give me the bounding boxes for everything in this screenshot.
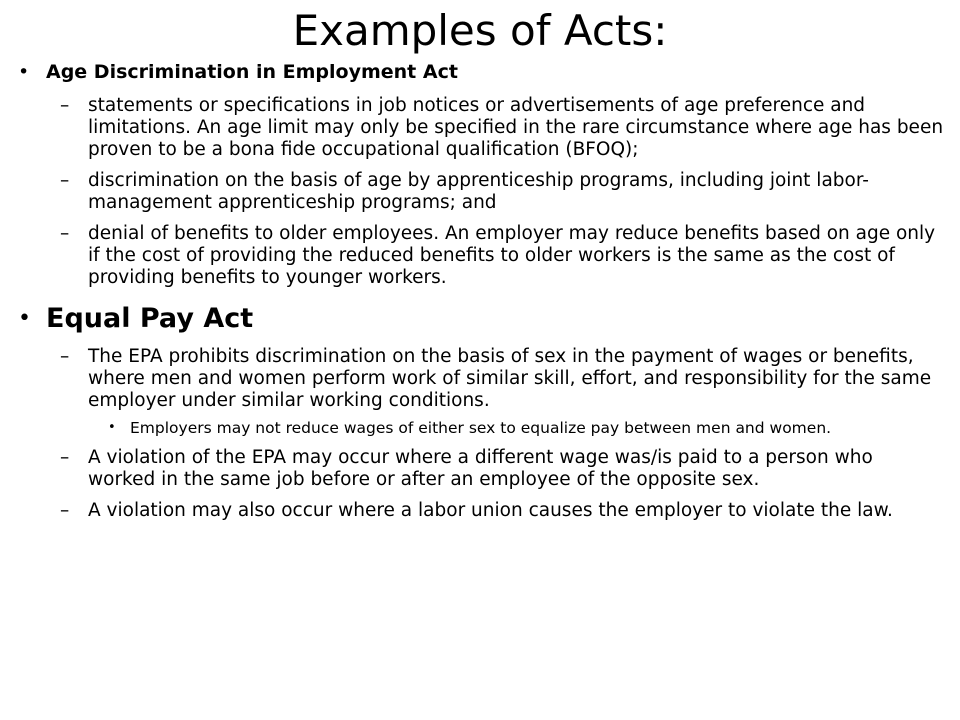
list-item [0,346,960,412]
section-heading-text: Age Discrimination in Employment Act [46,61,458,83]
bullet-icon: • [18,61,30,83]
list-item-text: statements or specifications in job notices or advertisements of age preference and limitations. An age limit may only be specified in the rare circumstance where age has been proven to be a bona fide occupational qualification (BFOQ); [88,95,944,160]
list-item-text: denial of benefits to older employees. An employer may reduce benefits based on age only if the cost of providing the reduced benefits to older workers is the same as the cost of providing benefits to younger workers. [88,223,936,288]
sub-list-item [0,418,960,438]
section-heading-epa [0,301,960,337]
list-item [0,447,960,491]
bullet-icon: • [108,420,116,435]
list-item [0,170,960,214]
dash-icon: – [60,223,70,244]
list-item [0,500,960,522]
dash-icon: – [60,500,70,521]
list-item [0,223,960,289]
dash-icon: – [60,170,70,191]
dash-icon: – [60,346,70,367]
list-item-text: A violation may also occur where a labor union causes the employer to violate the law. [88,500,893,521]
bullet-icon: • [18,306,31,331]
list-item-text: The EPA prohibits discrimination on the basis of sex in the payment of wages or benefits, where men and women perform work of similar skill, effort, and responsibility for the same employer under similar working conditions. [88,346,932,411]
slide-content [0,56,960,522]
dash-icon: – [60,447,70,468]
section-heading-text: Equal Pay Act [46,303,254,334]
slide-title: Examples of Acts: [292,6,668,55]
section-heading-adea [0,58,960,86]
sub-list-item-text: Employers may not reduce wages of either sex to equalize pay between men and women. [130,419,832,437]
list-item-text: discrimination on the basis of age by apprenticeship programs, including joint labor-management apprenticeship programs; and [88,170,869,213]
list-item-text: A violation of the EPA may occur where a different wage was/is paid to a person who worked in the same job before or after an employee of the opposite sex. [88,447,873,490]
dash-icon: – [60,95,70,116]
list-item [0,95,960,161]
